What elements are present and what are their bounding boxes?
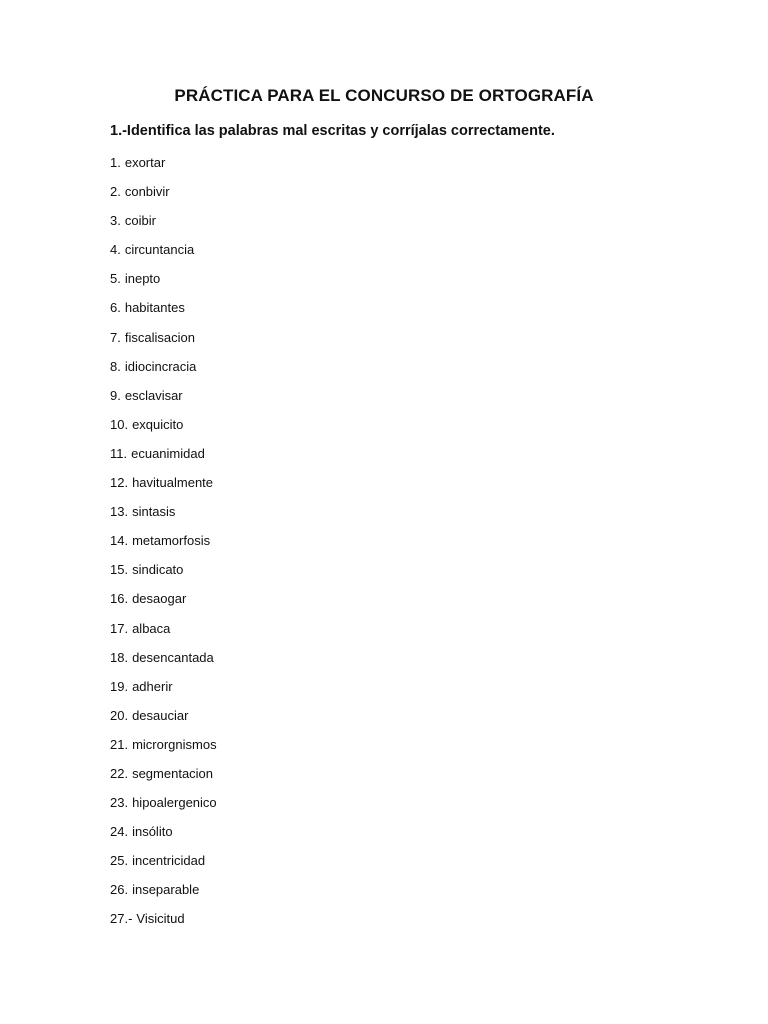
word-list-item (110, 584, 217, 613)
word-list-item (110, 817, 217, 846)
word-number: 15. (110, 562, 129, 578)
word-text: exortar (124, 155, 166, 170)
word-number: 27.- (110, 911, 133, 927)
word-list-item (110, 235, 217, 264)
word-list-item (110, 148, 217, 177)
word-text: desencantada (132, 649, 214, 665)
word-list-item (110, 468, 217, 497)
word-list-item (110, 759, 217, 788)
word-list-item (110, 526, 217, 555)
word-list-item (110, 206, 217, 235)
word-text: desaogar (132, 591, 187, 607)
word-text: coibir (124, 213, 156, 229)
word-number: 4. (110, 242, 121, 258)
word-text: exquicito (132, 416, 184, 432)
word-number: 22. (110, 765, 129, 781)
word-text: Visicitud (136, 911, 185, 927)
word-number: 6. (110, 300, 121, 316)
word-number: 11. (110, 445, 128, 461)
word-list-item (110, 410, 217, 439)
word-number: 13. (110, 504, 129, 520)
word-list-item (110, 904, 217, 933)
word-list-item (110, 614, 217, 643)
word-text: insólito (132, 824, 173, 840)
word-text: albaca (132, 620, 171, 636)
word-text: hipoalergenico (132, 795, 217, 811)
word-text: fiscalisacion (124, 329, 195, 345)
word-text: desauciar (132, 707, 189, 723)
word-number: 20. (110, 707, 129, 723)
word-number: 8. (110, 358, 121, 374)
word-list-item (110, 381, 217, 410)
word-number: 14. (110, 533, 129, 549)
word-text: sintasis (132, 504, 176, 520)
word-list-item (110, 555, 217, 584)
word-text: havitualmente (132, 475, 214, 491)
word-list-item (110, 643, 217, 672)
word-number: 12. (110, 475, 129, 491)
word-text: inseparable (132, 882, 200, 898)
word-text: esclavisar (124, 387, 183, 403)
word-text: metamorfosis (132, 533, 211, 549)
word-list-item (110, 788, 217, 817)
word-number: 17. (110, 620, 129, 636)
word-text: idiocincracia (124, 358, 197, 374)
word-number: 3. (110, 213, 121, 229)
word-list-item (110, 177, 217, 206)
word-list-item (110, 846, 217, 875)
word-text: circuntancia (124, 242, 195, 258)
word-number: 23. (110, 795, 129, 811)
word-list-item (110, 672, 217, 701)
word-text: sindicato (132, 562, 184, 578)
word-text: adherir (132, 678, 173, 694)
word-text: habitantes (124, 300, 185, 316)
word-number: 19. (110, 678, 129, 694)
word-list-item (110, 497, 217, 526)
word-number: 26. (110, 882, 129, 898)
exercise-instruction: 1.-Identifica las palabras mal escritas y corríjalas correctamente. (110, 123, 555, 139)
word-number: 18. (110, 649, 129, 665)
word-list-item (110, 264, 217, 293)
document-title: PRÁCTICA PARA EL CONCURSO DE ORTOGRAFÍA (174, 86, 594, 105)
word-list-item (110, 439, 217, 468)
word-number: 9. (110, 387, 121, 403)
word-number: 2. (110, 184, 121, 200)
word-list-item (110, 875, 217, 904)
word-text: microrgnismos (132, 736, 217, 752)
word-list-item (110, 323, 217, 352)
word-text: inepto (124, 271, 161, 287)
word-number: 24. (110, 824, 129, 840)
word-text: ecuanimidad (131, 445, 205, 461)
word-list-item (110, 730, 217, 759)
word-number: 16. (110, 591, 129, 607)
word-number: 25. (110, 853, 129, 869)
word-list-item (110, 701, 217, 730)
word-text: conbivir (124, 184, 170, 200)
word-text: incentricidad (132, 853, 206, 869)
word-number: 1. (110, 155, 121, 170)
word-list-item (110, 352, 217, 381)
word-number: 10. (110, 416, 129, 432)
word-number: 21. (110, 736, 129, 752)
word-number: 5. (110, 271, 121, 287)
word-list (110, 148, 217, 934)
word-list-item (110, 293, 217, 322)
word-number: 7. (110, 329, 121, 345)
word-text: segmentacion (132, 765, 214, 781)
